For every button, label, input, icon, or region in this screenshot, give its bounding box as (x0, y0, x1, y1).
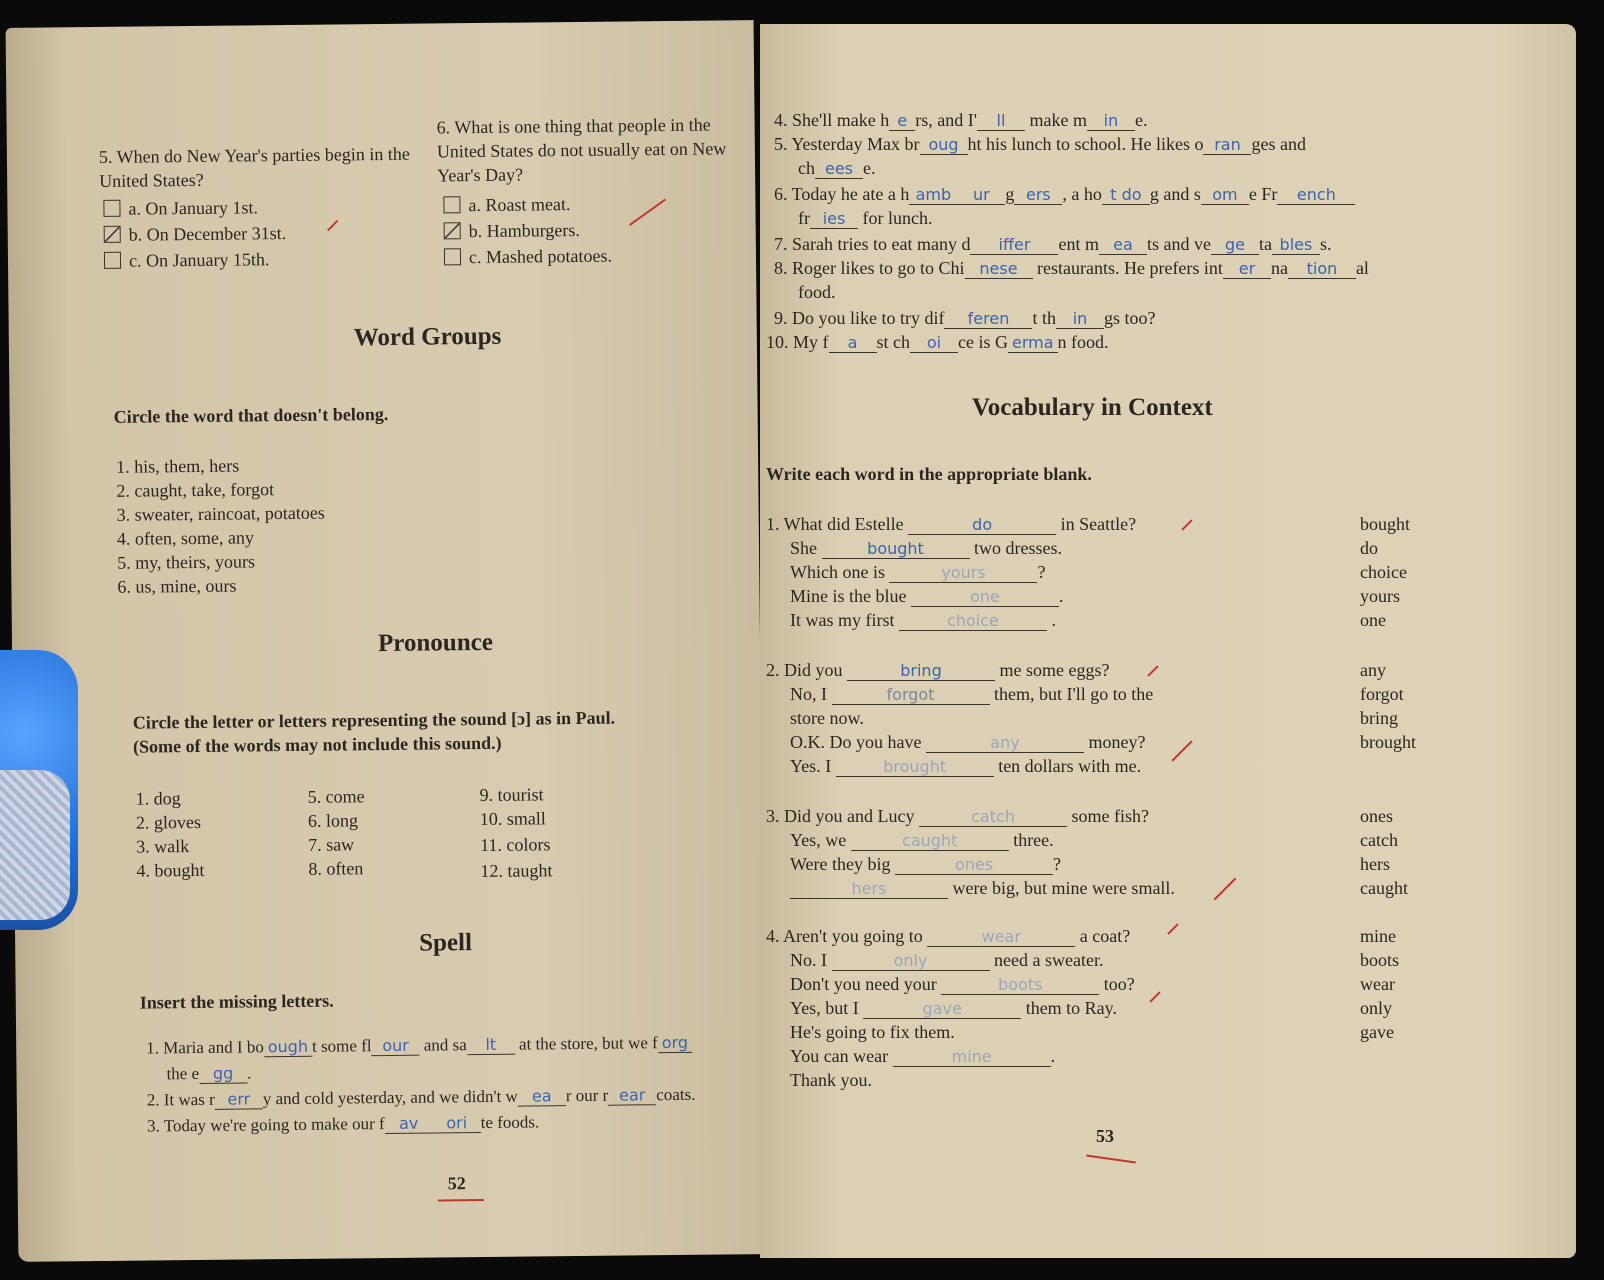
word-bank-item: bring (1360, 708, 1398, 728)
spell-heading: Spell (419, 929, 473, 957)
answer-blank[interactable]: ge (1211, 236, 1259, 255)
vocab-line: 1. What did Estelle do in Seattle? (766, 514, 1137, 534)
answer-blank[interactable]: lt (467, 1036, 515, 1056)
answer-blank[interactable]: wear (927, 928, 1075, 947)
answer-blank[interactable]: oi (910, 334, 958, 353)
vocab-line: No, I forgot them, but I'll go to the (790, 684, 1154, 704)
pronounce-word: 4. bought (136, 859, 205, 881)
answer-blank[interactable]: caught (851, 832, 1009, 851)
answer-blank[interactable]: amb (909, 186, 957, 205)
pronounce-heading: Pronounce (377, 628, 493, 658)
word-groups-heading: Word Groups (353, 322, 502, 352)
pronounce-word: 2. gloves (135, 811, 201, 833)
answer-blank[interactable]: e (889, 112, 915, 131)
word-bank-item: forgot (1360, 684, 1404, 704)
pronounce-word: 3. walk (136, 836, 190, 857)
q6-option-a[interactable]: a. Roast meat. (443, 192, 570, 217)
answer-blank[interactable]: er (1223, 260, 1271, 279)
word-group-3: 3. sweater, raincoat, potatoes (116, 502, 325, 525)
check-mark (1167, 923, 1178, 934)
answer-blank[interactable]: feren (944, 310, 1032, 329)
spell-line-1b: the e gg . (166, 1063, 252, 1084)
answer-blank[interactable]: ies (810, 210, 858, 229)
answer-blank[interactable]: boots (941, 976, 1099, 995)
answer-blank[interactable]: ear (608, 1086, 656, 1106)
answer-blank[interactable]: org (658, 1034, 692, 1053)
pronounce-word: 5. come (307, 786, 365, 807)
vocab-line: hers were big, but mine were small. (790, 876, 1175, 900)
answer-blank[interactable]: gg (199, 1064, 247, 1084)
pronounce-word: 6. long (307, 810, 358, 831)
vocabulary-instruction: Write each word in the appropriate blank. (766, 464, 1092, 484)
vocabulary-heading: Vocabulary in Context (972, 394, 1213, 421)
word-bank-item: do (1360, 538, 1378, 558)
answer-blank[interactable]: ur (957, 186, 1005, 205)
word-bank-item: hers (1360, 854, 1390, 874)
spell-line-6b: fr ies for lunch. (798, 208, 933, 228)
checkbox[interactable] (104, 252, 121, 269)
check-mark (327, 220, 338, 231)
check-mark (1171, 740, 1192, 761)
word-groups-instruction: Circle the word that doesn't belong. (113, 403, 389, 427)
answer-blank[interactable]: ers (1014, 186, 1062, 205)
word-group-1: 1. his, them, hers (116, 455, 240, 477)
checkbox[interactable] (104, 226, 121, 243)
answer-blank[interactable]: bring (847, 662, 995, 681)
left-page (6, 20, 767, 1262)
spell-line-7: 7. Sarah tries to eat many d iffer ent m ea ts and ve ge ta bles s. (774, 234, 1332, 254)
spell-line-1: 1. Maria and I bo ough t some fl our and sa lt at the store, but we f org (146, 1031, 692, 1061)
checkbox[interactable] (103, 200, 120, 217)
spell-line-9: 9. Do you like to try dif feren t th in gs too? (774, 308, 1156, 328)
word-bank-item: boots (1360, 950, 1400, 970)
checkbox[interactable] (444, 222, 461, 239)
vocab-line: It was my first choice . (790, 610, 1056, 630)
answer-blank[interactable]: ea (518, 1087, 566, 1107)
answer-blank[interactable]: a (829, 334, 877, 353)
word-bank-item: choice (1360, 562, 1407, 582)
vocab-line: You can wear mine . (790, 1046, 1056, 1066)
vocab-line: Don't you need your boots too? (790, 974, 1135, 994)
word-bank-item: brought (1360, 732, 1416, 752)
answer-blank[interactable]: our (371, 1037, 419, 1057)
answer-blank[interactable]: av (385, 1115, 433, 1135)
spell-line-8b: food. (798, 282, 836, 302)
answer-blank[interactable]: erma (1008, 334, 1058, 353)
answer-blank[interactable]: iffer (970, 236, 1058, 255)
vocab-line: Yes, we caught three. (790, 830, 1054, 850)
red-underline (1086, 1155, 1136, 1164)
word-bank-item: wear (1360, 974, 1395, 994)
q5-option-b[interactable]: b. On December 31st. (104, 221, 287, 247)
answer-blank[interactable]: err (215, 1090, 263, 1110)
word-group-6: 6. us, mine, ours (117, 575, 237, 597)
answer-blank[interactable]: ench (1277, 186, 1355, 205)
word-group-5: 5. my, theirs, yours (117, 551, 256, 573)
check-mark (1149, 991, 1160, 1002)
word-bank-item: gave (1360, 1022, 1394, 1042)
spell-line-4: 4. She'll make h e rs, and I' ll make m in e. (774, 110, 1148, 130)
answer-blank[interactable]: brought (836, 758, 994, 777)
answer-blank[interactable]: do (908, 516, 1056, 535)
word-bank-item: any (1360, 660, 1386, 680)
answer-blank[interactable]: ll (977, 112, 1025, 131)
pronounce-instruction: Circle the letter or letters representing the sound [ɔ] as in Paul. (132, 707, 616, 733)
answer-blank[interactable]: ees (815, 160, 863, 179)
vocab-line: store now. (790, 708, 864, 728)
answer-blank[interactable]: yours (889, 564, 1037, 583)
vocab-line: O.K. Do you have any money? (790, 732, 1146, 752)
answer-blank[interactable]: in (1087, 112, 1135, 131)
answer-blank[interactable]: t do (1102, 186, 1150, 205)
vocab-line: Mine is the blue one . (790, 586, 1064, 606)
right-page (760, 24, 1576, 1258)
spell-line-5b: ch ees e. (798, 158, 876, 178)
question-5: 5. When do New Year's parties begin in the United States? (98, 143, 410, 191)
answer-blank[interactable]: ea (1099, 236, 1147, 255)
pronounce-word: 1. dog (135, 788, 181, 809)
answer-blank[interactable]: hers (790, 880, 948, 899)
pronounce-word: 10. small (479, 808, 546, 830)
check-mark (629, 199, 666, 226)
word-group-2: 2. caught, take, forgot (116, 479, 275, 501)
question-5-text: When do New Year's parties begin in the United States? (99, 143, 410, 191)
vocab-line: 3. Did you and Lucy catch some fish? (766, 806, 1149, 826)
spell-line-5: 5. Yesterday Max br oug ht his lunch to school. He likes o ran ges and (774, 134, 1306, 154)
vocab-line: She bought two dresses. (790, 538, 1062, 558)
vocab-line: Thank you. (790, 1070, 872, 1090)
spell-line-2: 2. It was r err y and cold yesterday, and we didn't w ea r our r ear coats. (146, 1084, 696, 1110)
answer-blank[interactable]: one (911, 588, 1059, 607)
check-mark (1181, 519, 1192, 530)
answer-blank[interactable]: bought (822, 540, 970, 559)
vocab-line: 2. Did you bring me some eggs? (766, 660, 1110, 680)
answer-blank[interactable]: choice (899, 612, 1047, 631)
q5-option-c[interactable]: c. On January 15th. (104, 247, 270, 273)
word-bank-item: caught (1360, 878, 1408, 898)
answer-blank[interactable]: ones (895, 856, 1053, 875)
answer-blank[interactable]: tion (1288, 260, 1356, 279)
checkbox[interactable] (443, 196, 460, 213)
answer-blank[interactable]: oug (920, 136, 968, 155)
answer-blank[interactable]: any (926, 734, 1084, 753)
question-6-text: What is one thing that people in the United States do not usually eat on New Year's Day? (436, 114, 727, 186)
answer-blank[interactable]: catch (919, 808, 1067, 827)
pronounce-note: (Some of the words may not include this sound.) (132, 732, 502, 757)
word-bank-item: mine (1360, 926, 1396, 946)
q6-option-b[interactable]: b. Hamburgers. (444, 218, 580, 243)
answer-blank[interactable]: ori (433, 1114, 481, 1134)
word-bank-item: catch (1360, 830, 1398, 850)
answer-blank[interactable]: nese (965, 260, 1033, 279)
answer-blank[interactable]: in (1056, 310, 1104, 329)
red-underline (438, 1199, 484, 1201)
answer-blank[interactable]: forgot (832, 686, 990, 705)
pronounce-word: 9. tourist (479, 784, 544, 806)
check-mark (1147, 665, 1158, 676)
vocab-line: Were they big ones ? (790, 854, 1062, 874)
word-bank-item: only (1360, 998, 1393, 1018)
word-bank-item: one (1360, 610, 1386, 630)
spell-line-8: 8. Roger likes to go to Chi nese restaurants. He prefers int er na tion al (774, 258, 1369, 278)
answer-blank[interactable]: only (832, 952, 990, 971)
vocab-line: No. I only need a sweater. (790, 950, 1104, 970)
answer-blank[interactable]: bles (1272, 236, 1320, 255)
page-number: 52 (447, 1173, 466, 1194)
spell-line-6: 6. Today he ate a h amb ur g ers , a ho t do g and s om e Fr ench (774, 182, 1355, 206)
answer-blank[interactable]: ough (264, 1038, 312, 1058)
pronounce-word: 7. saw (308, 834, 355, 855)
vocab-line: 4. Aren't you going to wear a coat? (766, 926, 1131, 946)
q5-option-a[interactable]: a. On January 1st. (103, 195, 258, 221)
word-bank-item: bought (1360, 514, 1411, 534)
answer-blank[interactable]: om (1201, 186, 1249, 205)
vocab-line: He's going to fix them. (790, 1022, 955, 1042)
pronounce-word: 8. often (308, 858, 364, 879)
spell-line-3: 3. Today we're going to make our f av ori te foods. (146, 1112, 540, 1136)
word-group-4: 4. often, some, any (116, 527, 254, 549)
question-6: 6. What is one thing that people in the United States do not usually eat on New Year's Day? (436, 114, 727, 186)
vocab-line: Yes, but I gave them to Ray. (790, 998, 1118, 1018)
blue-object (0, 650, 78, 930)
pronounce-word: 12. taught (480, 860, 553, 882)
answer-blank[interactable]: gave (863, 1000, 1021, 1019)
check-mark (1214, 878, 1237, 901)
pronounce-word: 11. colors (480, 834, 551, 856)
page-number: 53 (1096, 1126, 1114, 1146)
word-bank-item: yours (1360, 586, 1400, 606)
checkbox[interactable] (444, 248, 461, 265)
word-bank-item: ones (1360, 806, 1393, 826)
answer-blank[interactable]: ran (1203, 136, 1251, 155)
answer-blank[interactable]: mine (893, 1048, 1051, 1067)
spell-instruction: Insert the missing letters. (139, 990, 334, 1013)
q6-option-c[interactable]: c. Mashed potatoes. (444, 244, 612, 270)
vocab-line: Which one is yours ? (790, 562, 1046, 582)
spell-line-10: 10. My f a st ch oi ce is G erma n food. (766, 332, 1109, 352)
vocab-line: Yes. I brought ten dollars with me. (790, 756, 1142, 776)
